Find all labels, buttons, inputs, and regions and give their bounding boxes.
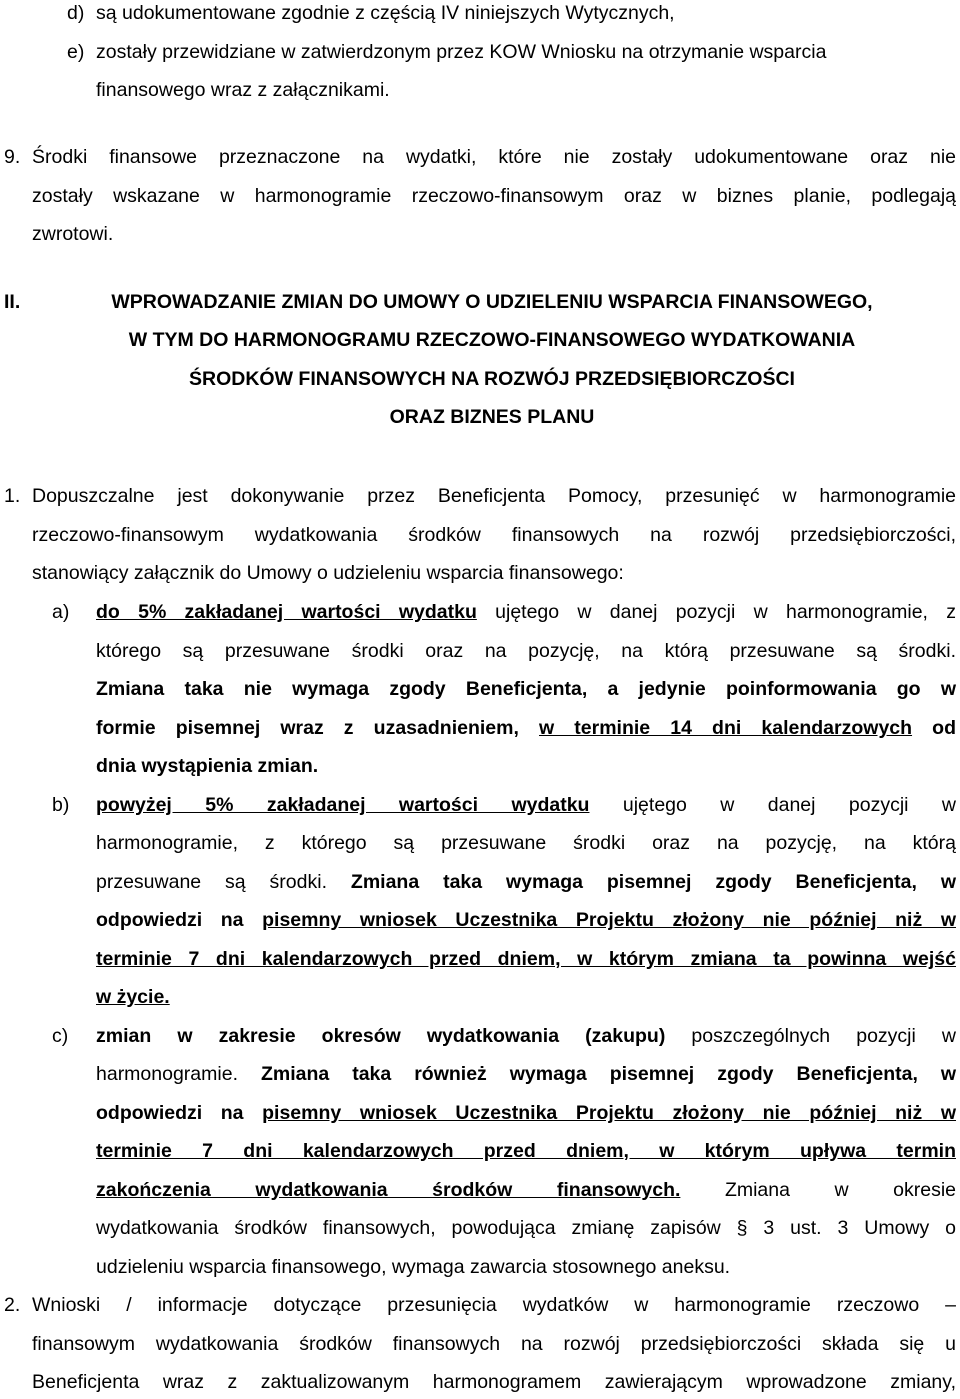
sub-b-line-2: harmonogramie, z którego są przesuwane środki oraz na pozycję, na którą — [96, 832, 956, 854]
sub-a-line-1-rest: ujętego w danej pozycji w harmonogramie, z — [476, 601, 956, 623]
point-9-line-1: Środki finansowe przeznaczone na wydatki, które nie zostały udokumentowane oraz nie — [32, 146, 956, 168]
item-d-label: d) — [67, 2, 85, 24]
point-9-label: 9. — [4, 146, 21, 168]
sub-c-line-1-b: poszczególnych pozycji w — [665, 1025, 956, 1047]
point-2-line-3: Beneficjenta wraz z zaktualizowanym harmonogramem zawierającym wprowadzone zmiany, — [32, 1371, 956, 1393]
sub-b-line-1 — [96, 794, 956, 817]
sub-c-line-7: udzieleniu wsparcia finansowego, wymaga zawarcia stosownego aneksu. — [96, 1256, 731, 1278]
sub-c-line-1-a: zmian w zakresie okresów wydatkowania (zakupu) — [96, 1025, 666, 1047]
item-d-text: są udokumentowane zgodnie z częścią IV niniejszych Wytycznych, — [96, 2, 675, 24]
sub-c-label: c) — [52, 1025, 69, 1047]
point-2-label: 2. — [4, 1294, 21, 1316]
sub-b-line-4 — [96, 909, 956, 932]
sub-a-threshold: do 5% zakładanej wartości wydatku — [96, 601, 477, 623]
sub-c-line-5-b: Zmiana w okresie — [680, 1179, 956, 1201]
sub-c-line-4: terminie 7 dni kalendarzowych przed dniem, w którym upływa termin — [96, 1140, 956, 1162]
sub-b-line-3-b: Zmiana taka wymaga pisemnej zgody Beneficjenta, w — [350, 871, 956, 893]
section-title-line-4: ORAZ BIZNES PLANU — [389, 406, 595, 428]
sub-c-line-5 — [96, 1179, 956, 1202]
point-1-line-3: stanowiący załącznik do Umowy o udzieleniu wsparcia finansowego: — [32, 562, 624, 584]
point-9-line-2: zostały wskazane w harmonogramie rzeczowo-finansowym oraz w biznes planie, podlegają — [32, 185, 956, 207]
sub-c-line-6: wydatkowania środków finansowych, powodująca zmianę zapisów § 3 ust. 3 Umowy o — [96, 1217, 956, 1239]
sub-c-line-5-a: zakończenia wydatkowania środków finansowych. — [96, 1179, 681, 1201]
sub-a-line-2: którego są przesuwane środki oraz na pozycję, na którą przesuwane są środki. — [96, 640, 956, 662]
sub-c-line-3 — [96, 1102, 956, 1125]
point-9-line-3: zwrotowi. — [32, 223, 114, 245]
point-1-label: 1. — [4, 485, 21, 507]
sub-a-line-5: dnia wystąpienia zmian. — [96, 755, 319, 777]
sub-c-line-2-b: Zmiana taka również wymaga pisemnej zgody Beneficjenta, w — [260, 1063, 957, 1085]
section-title-line-2: W TYM DO HARMONOGRAMU RZECZOWO-FINANSOWEGO WYDATKOWANIA — [128, 329, 856, 351]
item-e-text-2: finansowego wraz z załącznikami. — [96, 79, 390, 101]
sub-a-line-4 — [96, 717, 956, 740]
sub-a-line-4-a: formie pisemnej wraz z uzasadnieniem, — [96, 717, 539, 739]
item-e-text-1: zostały przewidziane w zatwierdzonym przez KOW Wniosku na otrzymanie wsparcia — [96, 41, 827, 63]
point-2-line-1: Wnioski / informacje dotyczące przesunięcia wydatków w harmonogramie rzeczowo – — [32, 1294, 956, 1316]
sub-c-line-2 — [96, 1063, 956, 1086]
sub-c-line-3-b: pisemny wniosek Uczestnika Projektu złożony nie później niż w — [262, 1102, 956, 1124]
sub-b-line-6: w życie. — [96, 986, 170, 1008]
sub-c-line-2-a: harmonogramie. — [96, 1063, 261, 1085]
sub-a-deadline: w terminie 14 dni kalendarzowych — [539, 717, 913, 739]
item-e-label: e) — [67, 41, 85, 63]
sub-b-line-1-rest: ujętego w danej pozycji w — [589, 794, 957, 816]
sub-b-line-3-a: przesuwane są środki. — [96, 871, 351, 893]
sub-c-line-1 — [96, 1025, 956, 1048]
section-title-line-3: ŚRODKÓW FINANSOWYCH NA ROZWÓJ PRZEDSIĘBIORCZOŚCI — [189, 368, 795, 390]
sub-b-label: b) — [52, 794, 70, 816]
sub-a-line-4-c: od — [912, 717, 956, 739]
section-numeral: II. — [4, 291, 21, 313]
point-2-line-2: finansowym wydatkowania środków finansowych na rozwój przedsiębiorczości składa się u — [32, 1333, 956, 1355]
sub-b-line-3 — [96, 871, 956, 894]
sub-c-line-3-a: odpowiedzi na — [96, 1102, 263, 1124]
section-title-line-1: WPROWADZANIE ZMIAN DO UMOWY O UDZIELENIU WSPARCIA FINANSOWEGO, — [111, 291, 873, 313]
sub-b-line-4-b: pisemny wniosek Uczestnika Projektu złożony nie później niż w — [262, 909, 956, 931]
sub-a-line-3: Zmiana taka nie wymaga zgody Beneficjenta, a jedynie poinformowania go w — [96, 678, 956, 700]
point-1-line-2: rzeczowo-finansowym wydatkowania środków finansowych na rozwój przedsiębiorczości, — [32, 524, 956, 546]
sub-a-label: a) — [52, 601, 70, 623]
sub-b-line-4-a: odpowiedzi na — [96, 909, 263, 931]
sub-b-threshold: powyżej 5% zakładanej wartości wydatku — [96, 794, 590, 816]
sub-b-line-5: terminie 7 dni kalendarzowych przed dniem, w którym zmiana ta powinna wejść — [96, 948, 956, 970]
sub-a-line-1 — [96, 601, 956, 624]
point-1-line-1: Dopuszczalne jest dokonywanie przez Beneficjenta Pomocy, przesunięć w harmonogramie — [32, 485, 956, 507]
